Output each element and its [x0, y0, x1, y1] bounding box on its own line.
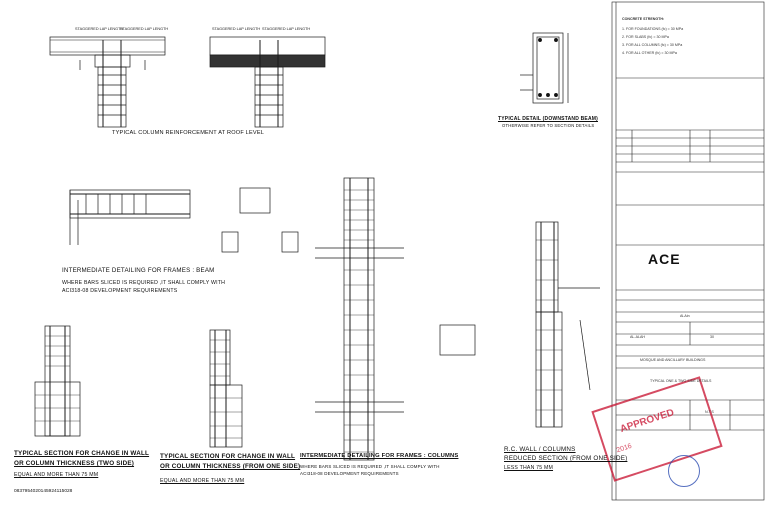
- reduced-title-1: R.C. WALL / COLUMNS: [504, 446, 576, 453]
- strength-line-2: 2. FOR SLABS (fc) = 30 MPa: [622, 35, 669, 39]
- strength-line-4: 4. FOR ALL OTHER (fc) = 30 MPa: [622, 51, 677, 55]
- sheet-number: 30: [710, 335, 714, 339]
- reduced-title-2: REDUCED SECTION (FROM ONE SIDE): [504, 455, 628, 462]
- two-side-sub: EQUAL AND MORE THAN 75 MM: [14, 472, 99, 478]
- strength-line-3: 3. FOR ALL COLUMNS (fc) = 30 MPa: [622, 43, 683, 47]
- column-frames-title: INTERMEDIATE DETAILING FOR FRAMES : COLUMNS: [300, 453, 459, 459]
- roof-note-4: STAGGERED LAP LENGTH: [262, 27, 311, 31]
- location-name: AL-ALAH: [630, 335, 645, 339]
- scale-value: N.T.S: [705, 410, 714, 414]
- beam-frames-title: INTERMEDIATE DETAILING FOR FRAMES : BEAM: [62, 267, 215, 274]
- concrete-strength-label: CONCRETE STRENGTH:: [622, 17, 665, 21]
- project-name: MOSQUE AND ANCILLARY BUILDINGS: [640, 358, 706, 362]
- one-side-title-1: TYPICAL SECTION FOR CHANGE IN WALL: [160, 453, 296, 460]
- circular-seal: [668, 455, 700, 487]
- roof-note-3: STAGGERED LAP LENGTH: [212, 27, 261, 31]
- client-name: Al-Ain: [680, 314, 690, 318]
- beam-frames-note-2: ACI318-08 DEVELOPMENT REQUIREMENTS: [62, 288, 178, 294]
- reduced-sub: LESS THAN 75 MM: [504, 465, 554, 471]
- strength-line-1: 1. FOR FOUNDATIONS (fc) = 30 MPa: [622, 27, 684, 31]
- downstand-title: TYPICAL DETAIL (DOWNSTAND BEAM): [498, 116, 598, 122]
- one-side-title-2: OR COLUMN THICKNESS (FROM ONE SIDE): [160, 463, 301, 470]
- stamp-date: 2016: [615, 442, 633, 455]
- column-frames-note-2: ACI318-08 DEVELOPMENT REQUIREMENTS: [300, 471, 399, 476]
- company-logo: ACE: [648, 251, 681, 267]
- footer-code: 0837954020145924115028: [14, 489, 73, 494]
- column-frames-note-1: WHERE BARS SLICED IS REQUIRED ,IT SHALL COMPLY WITH: [300, 464, 440, 469]
- two-side-title-2: OR COLUMN THICKNESS (TWO SIDE): [14, 460, 135, 467]
- downstand-note: OTHERWISE REFER TO SECTION DETAILS: [502, 123, 595, 128]
- stamp-text: APPROVED: [618, 407, 676, 436]
- drawing-title: TYPICAL ONE & TWO SIDE DETAILS: [650, 379, 712, 383]
- roof-note-1: STAGGERED LAP LENGTH: [75, 27, 124, 31]
- roof-detail-title: TYPICAL COLUMN REINFORCEMENT AT ROOF LEVEL: [112, 130, 265, 136]
- one-side-sub: EQUAL AND MORE THAN 75 MM: [160, 478, 245, 484]
- two-side-title-1: TYPICAL SECTION FOR CHANGE IN WALL: [14, 450, 150, 457]
- roof-note-2: STAGGERED LAP LENGTH: [120, 27, 169, 31]
- beam-frames-note-1: WHERE BARS SLICED IS REQUIRED ,IT SHALL COMPLY WITH: [62, 280, 226, 286]
